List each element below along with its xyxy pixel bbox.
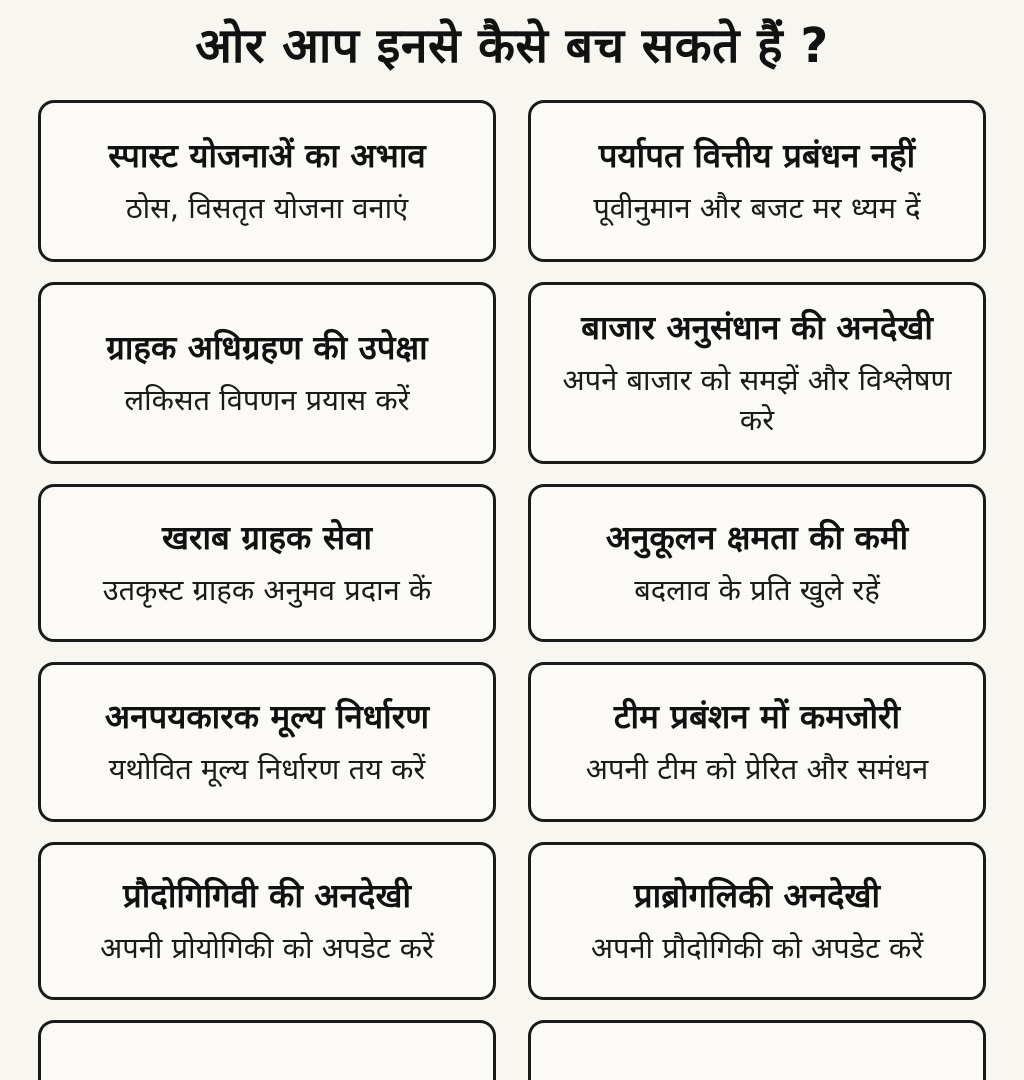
tip-heading: प्रौदोगिगिवी की अनदेखी bbox=[122, 876, 411, 915]
tip-card-technology-2 bbox=[528, 842, 986, 1000]
tip-heading: ग्राहक अधिग्रहण की उपेक्षा bbox=[106, 328, 428, 367]
tip-heading: प्राब्रोगलिकी अनदेखी bbox=[633, 876, 881, 915]
tip-card-technology bbox=[38, 842, 496, 1000]
tip-heading: अनपयकारक मूल्य निर्धारण bbox=[104, 697, 430, 736]
tip-solution: बदलाव के प्रति खुले रहें bbox=[634, 573, 880, 607]
tip-card-team-management bbox=[528, 662, 986, 822]
tip-solution: अपनी टीम को प्रेरित और समंधन bbox=[585, 752, 929, 786]
tip-card-planning bbox=[38, 100, 496, 262]
tip-solution: उतकृस्ट ग्राहक अनुमव प्रदान कें bbox=[102, 573, 432, 607]
tip-solution: लकिसत विपणन प्रयास करें bbox=[124, 383, 410, 417]
tip-card-partial bbox=[528, 1020, 986, 1080]
tip-card-customer-service bbox=[38, 484, 496, 642]
tip-heading: बाजार अनुसंधान की अनदेखी bbox=[581, 308, 933, 347]
tip-heading: पर्यापत वित्तीय प्रबंधन नहीं bbox=[598, 136, 916, 175]
tip-card-pricing bbox=[38, 662, 496, 822]
tip-solution: अपनी प्रौदोगिकी को अपडेट करें bbox=[590, 931, 924, 965]
tip-card-partial bbox=[38, 1020, 496, 1080]
tip-solution: अपने बाजार को समझें और विश्लेषण करे bbox=[562, 363, 952, 437]
tip-heading: खराब ग्राहक सेवा bbox=[161, 518, 373, 557]
page-title: ओर आप इनसे कैसे बच सकते हैं ? bbox=[195, 18, 829, 74]
tip-card-market-research bbox=[528, 282, 986, 464]
tips-grid bbox=[38, 100, 986, 1080]
tip-solution: ठोस, विसतृत योजना वनाएं bbox=[125, 191, 409, 225]
tip-card-adaptability bbox=[528, 484, 986, 642]
tip-heading: टीम प्रबंशन मों कमजोरी bbox=[613, 697, 901, 736]
tip-card-finance bbox=[528, 100, 986, 262]
tip-heading: अनुकूलन क्षमता की कमी bbox=[605, 518, 909, 557]
tip-solution: यथोवित मूल्य निर्धारण तय करें bbox=[108, 752, 426, 786]
tip-heading: स्पास्ट योजनाअें का अभाव bbox=[108, 136, 426, 175]
tip-solution: पूवीनुमान और बजट मर ध्यम दें bbox=[593, 191, 921, 225]
tip-card-customer-acquisition bbox=[38, 282, 496, 464]
tip-solution: अपनी प्रोयोगिकी को अपडेट करें bbox=[100, 931, 434, 965]
